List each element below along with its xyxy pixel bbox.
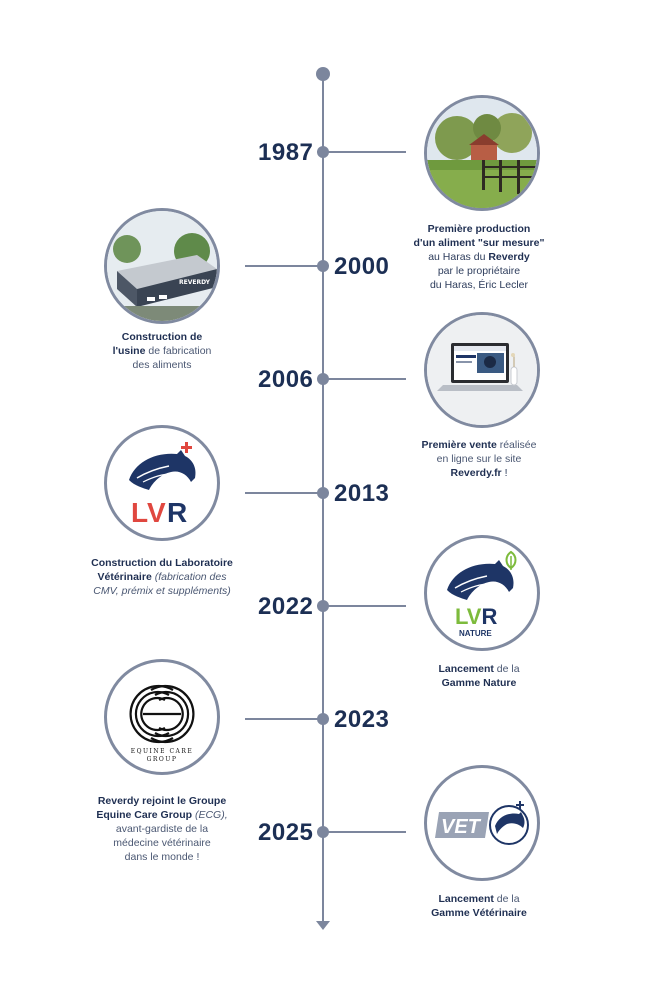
- caption-line: Construction de: [121, 331, 203, 343]
- year-label-2013: 2013: [334, 480, 390, 507]
- year-label-2025: 2025: [258, 819, 314, 846]
- connector-1987: [323, 151, 406, 153]
- vet-text: VET: [441, 816, 480, 838]
- caption-2022: [384, 662, 574, 690]
- caption-line: dans le monde !: [124, 851, 200, 863]
- factory-sign-text: REVERDY: [179, 279, 210, 286]
- caption-line: d'un aliment "sur mesure": [413, 237, 545, 249]
- connector-2013: [245, 492, 323, 494]
- caption-2013: [67, 556, 257, 598]
- year-label-2023: 2023: [334, 706, 390, 733]
- timeline-axis: [322, 75, 324, 923]
- year-label-1987: 1987: [258, 139, 314, 166]
- caption-line: Première vente réalisée: [421, 439, 537, 451]
- caption-line: au Haras du Reverdy: [428, 251, 530, 263]
- connector-2023: [245, 718, 323, 720]
- ecg-logo-icon: [104, 659, 220, 775]
- factory-photo-icon: [104, 208, 220, 324]
- year-label-2006: 2006: [258, 366, 314, 393]
- caption-line: l'usine de fabrication: [112, 345, 212, 357]
- caption-2023: [67, 794, 257, 864]
- caption-line: en ligne sur le site: [436, 453, 522, 465]
- axis-end-arrow: [316, 921, 330, 930]
- lvr-letter-r: R: [167, 497, 188, 528]
- laptop-photo-icon: [424, 312, 540, 428]
- caption-line: Lancement de la: [438, 893, 520, 905]
- farm-photo-icon: [424, 95, 540, 211]
- connector-2000: [245, 265, 323, 267]
- caption-line: Lancement de la: [438, 663, 520, 675]
- lvr-nature-text: LVR: [455, 604, 498, 629]
- vet-logo-icon: [424, 765, 540, 881]
- lvr-logo-icon: [104, 425, 220, 541]
- lvr-letter-v: V: [147, 497, 166, 528]
- year-label-2022: 2022: [258, 593, 314, 620]
- caption-line: du Haras, Éric Lecler: [429, 279, 529, 291]
- caption-1987: [384, 222, 574, 292]
- connector-2006: [323, 378, 406, 380]
- connector-2022: [323, 605, 406, 607]
- nature-subtitle: NATURE: [459, 629, 492, 638]
- ecg-text-line2: GROUP: [146, 756, 178, 763]
- caption-2025: [384, 892, 574, 920]
- caption-line: Construction du Laboratoire: [91, 557, 233, 569]
- caption-line: avant-gardiste de la: [115, 823, 209, 835]
- caption-line: des aliments: [132, 359, 192, 371]
- caption-line: Reverdy.fr !: [450, 467, 508, 479]
- caption-line: Gamme Nature: [441, 677, 517, 689]
- caption-2000: [67, 330, 257, 372]
- ecg-text-line1: EQUINE CARE: [130, 748, 194, 755]
- caption-line: par le propriétaire: [437, 265, 521, 277]
- caption-line: CMV, prémix et suppléments): [93, 585, 231, 597]
- axis-start-dot: [316, 67, 330, 81]
- caption-line: Vétérinaire (fabrication des: [97, 571, 227, 583]
- lvr-letter-l: L: [131, 497, 149, 528]
- lvr-nature-logo-icon: [424, 535, 540, 651]
- caption-2006: [384, 438, 574, 480]
- caption-line: Première production: [427, 223, 531, 235]
- year-label-2000: 2000: [334, 253, 390, 280]
- caption-line: Gamme Vétérinaire: [431, 907, 527, 919]
- caption-line: Reverdy rejoint le Groupe: [97, 795, 227, 807]
- caption-line: Equine Care Group (ECG),: [96, 809, 228, 821]
- connector-2025: [323, 831, 406, 833]
- caption-line: médecine vétérinaire: [113, 837, 211, 849]
